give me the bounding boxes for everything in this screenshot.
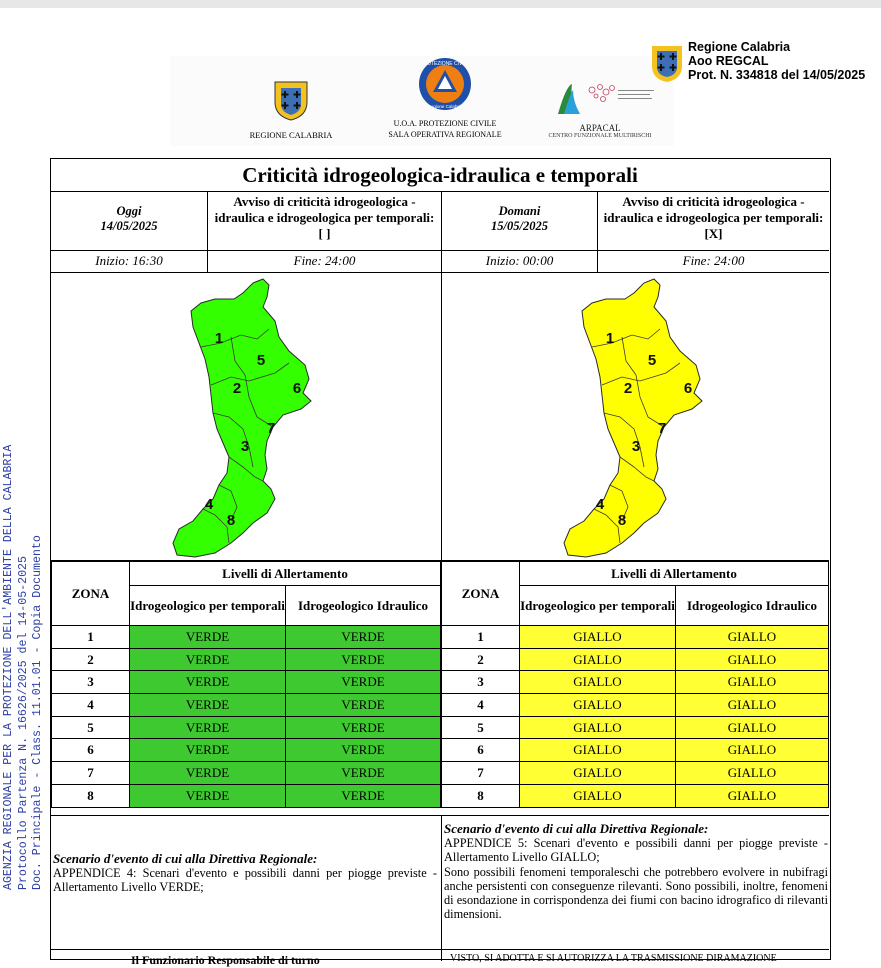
today-row-2 xyxy=(52,648,441,671)
today-date: 14/05/2025 xyxy=(100,219,158,233)
today-zone-5-idraulico: VERDE xyxy=(286,716,441,739)
bulletin-title: Criticità idrogeologica-idraulica e temporali xyxy=(51,159,829,192)
tomorrow-col2-header: Idrogeologico Idraulico xyxy=(676,586,829,626)
protezione-civile-badge-icon xyxy=(415,56,475,112)
tomorrow-row-5 xyxy=(442,716,829,739)
tomorrow-row-1 xyxy=(442,626,829,649)
protocol-line2: Aoo REGCAL xyxy=(688,54,769,68)
tomorrow-avviso: Avviso di criticità idrogeologica - idraulica e idrogeologica per temporali: [X] xyxy=(597,191,829,251)
tomorrow-row-2 xyxy=(442,648,829,671)
tomorrow-zone-7-zona: 7 xyxy=(442,762,520,785)
tomorrow-calabria-map xyxy=(562,277,732,559)
regione-crest-small-icon xyxy=(650,44,684,84)
protocol-line3: Prot. N. 334818 del 14/05/2025 xyxy=(688,68,866,82)
arpacal-label: ARPACAL xyxy=(579,123,621,133)
footer-left-cell xyxy=(51,949,441,967)
today-col2-header: Idrogeologico Idraulico xyxy=(286,586,441,626)
regione-crest-icon xyxy=(271,78,311,122)
today-zone-4-zona: 4 xyxy=(52,694,130,717)
today-zone-7-temporali: VERDE xyxy=(130,762,286,785)
today-day-label: Oggi xyxy=(116,204,142,218)
today-zone-6-zona: 6 xyxy=(52,739,130,762)
footer-right-cell xyxy=(441,949,829,964)
today-zone-5-zona: 5 xyxy=(52,716,130,739)
side-protocol-stamp xyxy=(2,375,48,890)
today-levels-table xyxy=(51,561,441,808)
side-line2: Protocollo Partenza N. 16626/2025 del 14-05-2025 xyxy=(16,556,30,890)
today-calabria-map xyxy=(171,277,341,559)
tomorrow-start: Inizio: 00:00 xyxy=(441,251,597,273)
protezione-civile-logo xyxy=(375,56,515,139)
tomorrow-zone-5-temporali: GIALLO xyxy=(520,716,676,739)
tomorrow-map-zone-label: 4 xyxy=(595,496,605,513)
tomorrow-map-zone-label: 6 xyxy=(683,380,693,397)
today-zone-6-temporali: VERDE xyxy=(130,739,286,762)
today-zone-1-temporali: VERDE xyxy=(130,626,286,649)
tomorrow-zone-8-temporali: GIALLO xyxy=(520,784,676,807)
tomorrow-map-zone-label: 3 xyxy=(631,438,641,455)
pc-line1: U.O.A. PROTEZIONE CIVILE xyxy=(393,119,497,128)
side-line3: Doc. Principale - Class. 11.01.01 - Copia Documento xyxy=(31,535,44,890)
tomorrow-zone-1-zona: 1 xyxy=(442,626,520,649)
today-map-zone-label: 1 xyxy=(214,330,224,347)
today-zone-7-zona: 7 xyxy=(52,762,130,785)
tomorrow-zone-3-temporali: GIALLO xyxy=(520,671,676,694)
tomorrow-row-3 xyxy=(442,671,829,694)
arpacal-logo xyxy=(535,80,665,139)
today-zone-4-idraulico: VERDE xyxy=(286,694,441,717)
regione-calabria-logo xyxy=(236,78,346,140)
today-map-zone-label: 4 xyxy=(204,496,214,513)
tomorrow-zone-5-idraulico: GIALLO xyxy=(676,716,829,739)
tomorrow-zone-6-zona: 6 xyxy=(442,739,520,762)
today-row-8 xyxy=(52,784,441,807)
today-scenario-cell xyxy=(51,815,441,951)
tomorrow-map-zone-label: 2 xyxy=(623,380,633,397)
tomorrow-scenario xyxy=(444,822,828,921)
tomorrow-map-zone-label: 8 xyxy=(617,512,627,529)
today-col1-header: Idrogeologico per temporali xyxy=(130,586,286,626)
today-row-4 xyxy=(52,694,441,717)
tomorrow-map-zone-label: 1 xyxy=(605,330,615,347)
tomorrow-levels-table xyxy=(441,561,829,808)
tomorrow-zona-header: ZONA xyxy=(442,562,520,626)
tomorrow-zone-3-zona: 3 xyxy=(442,671,520,694)
today-end: Fine: 24:00 xyxy=(207,251,441,273)
today-row-3 xyxy=(52,671,441,694)
today-row-1 xyxy=(52,626,441,649)
tomorrow-zone-8-zona: 8 xyxy=(442,784,520,807)
today-map-zone-label: 8 xyxy=(226,512,236,529)
today-map-cell xyxy=(51,273,441,561)
footer-right-text: VISTO, SI ADOTTA E SI AUTORIZZA LA TRASMISSIONE DIRAMAZIONE xyxy=(450,953,777,964)
arpacal-sub: CENTRO FUNZIONALE MULTIRISCHI xyxy=(548,133,652,139)
tomorrow-row-6 xyxy=(442,739,829,762)
today-zone-3-zona: 3 xyxy=(52,671,130,694)
today-zone-3-idraulico: VERDE xyxy=(286,671,441,694)
today-scenario xyxy=(53,852,437,895)
tomorrow-map-outline xyxy=(564,279,702,557)
tomorrow-map-zone-label: 7 xyxy=(657,420,667,437)
top-bar xyxy=(0,0,881,8)
footer-left-text: Il Funzionario Responsabile di turno xyxy=(131,953,320,967)
tomorrow-scenario-text1: APPENDICE 5: Scenari d'evento e possibili danni per piogge previste - Allertamento Livello GIALLO; xyxy=(444,836,828,865)
bulletin-document xyxy=(50,158,831,967)
tomorrow-zone-6-temporali: GIALLO xyxy=(520,739,676,762)
tomorrow-date: 15/05/2025 xyxy=(491,219,548,233)
tomorrow-row-8 xyxy=(442,784,829,807)
side-line1: AGENZIA REGIONALE PER LA PROTEZIONE DELL'AMBIENTE DELLA CALABRIA xyxy=(2,444,15,890)
pc-badge-top: PROTEZIONE CIVILE xyxy=(420,61,470,67)
tomorrow-scenario-title: Scenario d'evento di cui alla Direttiva Regionale: xyxy=(444,821,709,836)
tomorrow-zone-1-idraulico: GIALLO xyxy=(676,626,829,649)
protocol-line1: Regione Calabria xyxy=(688,40,791,54)
today-map-zone-label: 7 xyxy=(266,420,276,437)
today-map-zone-label: 2 xyxy=(232,380,242,397)
today-zone-3-temporali: VERDE xyxy=(130,671,286,694)
today-day xyxy=(51,191,207,251)
tomorrow-end: Fine: 24:00 xyxy=(597,251,829,273)
today-zone-7-idraulico: VERDE xyxy=(286,762,441,785)
tomorrow-zone-4-zona: 4 xyxy=(442,694,520,717)
today-zone-2-zona: 2 xyxy=(52,648,130,671)
today-zone-4-temporali: VERDE xyxy=(130,694,286,717)
tomorrow-scenario-cell xyxy=(441,815,829,951)
today-zone-1-idraulico: VERDE xyxy=(286,626,441,649)
today-map-zone-label: 3 xyxy=(240,438,250,455)
logos-strip xyxy=(170,56,674,146)
today-zone-8-temporali: VERDE xyxy=(130,784,286,807)
tomorrow-livelli-header: Livelli di Allertamento xyxy=(520,562,829,586)
tomorrow-map-zone-label: 5 xyxy=(647,352,657,369)
today-zona-header: ZONA xyxy=(52,562,130,626)
tomorrow-day-label: Domani xyxy=(498,204,541,218)
tomorrow-zone-1-temporali: GIALLO xyxy=(520,626,676,649)
tomorrow-zone-2-temporali: GIALLO xyxy=(520,648,676,671)
tomorrow-row-4 xyxy=(442,694,829,717)
tomorrow-zone-3-idraulico: GIALLO xyxy=(676,671,829,694)
tomorrow-row-7 xyxy=(442,762,829,785)
tomorrow-scenario-text2: Sono possibili fenomeni temporaleschi che potrebbero evolvere in nubifragi anche persistenti con conseguenze rilevanti. Sono possibili, inoltre, fenomeni di esondazione in corrispondenza dei fiumi con bacino idrografico di rilevanti dimensioni. xyxy=(444,864,828,922)
tomorrow-zone-7-idraulico: GIALLO xyxy=(676,762,829,785)
today-zone-5-temporali: VERDE xyxy=(130,716,286,739)
today-livelli-header: Livelli di Allertamento xyxy=(130,562,441,586)
today-row-7 xyxy=(52,762,441,785)
today-zone-8-zona: 8 xyxy=(52,784,130,807)
tomorrow-map-cell xyxy=(441,273,829,561)
today-avviso: Avviso di criticità idrogeologica - idraulica e idrogeologica per temporali: [ ] xyxy=(207,191,441,251)
protocol-stamp xyxy=(650,40,881,90)
tomorrow-zone-2-zona: 2 xyxy=(442,648,520,671)
tomorrow-day xyxy=(441,191,597,251)
tomorrow-zone-4-temporali: GIALLO xyxy=(520,694,676,717)
pc-line2: SALA OPERATIVA REGIONALE xyxy=(388,130,502,139)
tomorrow-zone-4-idraulico: GIALLO xyxy=(676,694,829,717)
today-zone-1-zona: 1 xyxy=(52,626,130,649)
today-row-6 xyxy=(52,739,441,762)
tomorrow-zone-5-zona: 5 xyxy=(442,716,520,739)
today-map-zone-label: 6 xyxy=(292,380,302,397)
today-scenario-text: APPENDICE 4: Scenari d'evento e possibili danni per piogge previste - Allertamento Livello VERDE; xyxy=(53,866,437,895)
tomorrow-zone-2-idraulico: GIALLO xyxy=(676,648,829,671)
today-map-zone-label: 5 xyxy=(256,352,266,369)
regione-label: REGIONE CALABRIA xyxy=(249,130,333,140)
today-zone-2-idraulico: VERDE xyxy=(286,648,441,671)
tomorrow-zone-8-idraulico: GIALLO xyxy=(676,784,829,807)
tomorrow-col1-header: Idrogeologico per temporali xyxy=(520,586,676,626)
today-start: Inizio: 16:30 xyxy=(51,251,207,273)
tomorrow-zone-6-idraulico: GIALLO xyxy=(676,739,829,762)
tomorrow-zone-7-temporali: GIALLO xyxy=(520,762,676,785)
today-scenario-title: Scenario d'evento di cui alla Direttiva Regionale: xyxy=(53,851,318,866)
today-zone-2-temporali: VERDE xyxy=(130,648,286,671)
today-map-outline xyxy=(173,279,311,557)
today-zone-8-idraulico: VERDE xyxy=(286,784,441,807)
arpacal-mark-icon xyxy=(540,80,660,118)
pc-badge-bottom: Regione Calabria xyxy=(427,104,463,109)
today-row-5 xyxy=(52,716,441,739)
today-zone-6-idraulico: VERDE xyxy=(286,739,441,762)
